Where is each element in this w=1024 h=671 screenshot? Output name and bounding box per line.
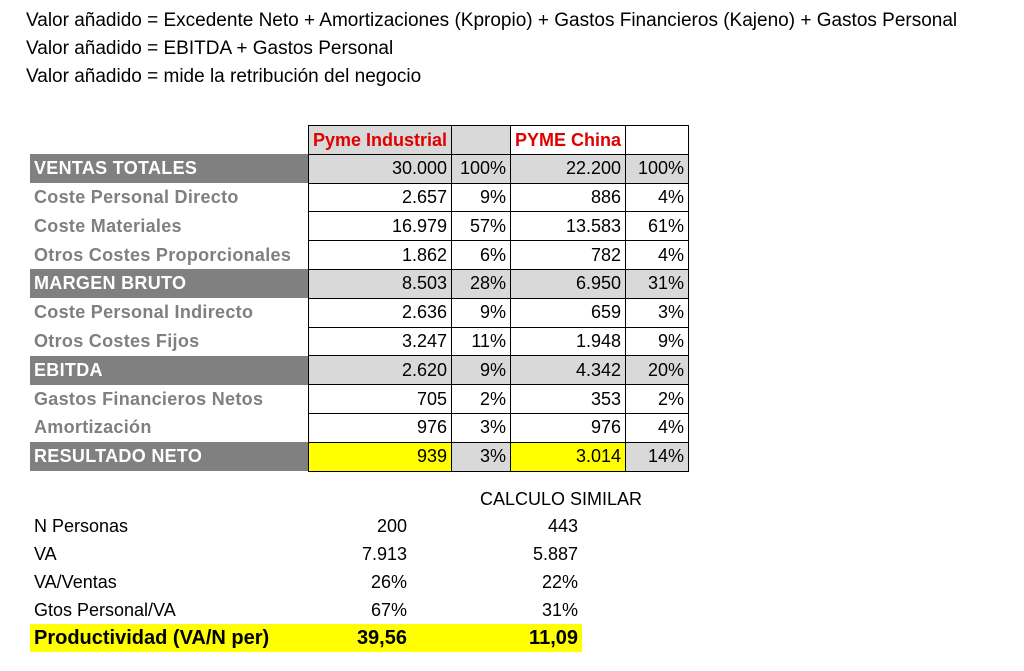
value-industrial: 2.657 xyxy=(309,183,452,212)
formula-line-2: Valor añadido = EBITDA + Gastos Personal xyxy=(26,38,394,59)
kpi-spacer xyxy=(411,513,469,541)
pct-china: 3% xyxy=(626,298,689,327)
kpi-label: VA xyxy=(34,544,57,565)
value-china: 6.950 xyxy=(511,269,626,298)
row-label: Amortización xyxy=(34,417,152,438)
row-label: Coste Personal Indirecto xyxy=(34,302,254,323)
table-row xyxy=(30,596,582,624)
value-china: 659 xyxy=(511,298,626,327)
income-statement-table xyxy=(30,125,689,472)
pct-industrial: 3% xyxy=(452,442,511,471)
table-row xyxy=(30,513,582,541)
value-china: 22.200 xyxy=(511,154,626,183)
kpi-spacer xyxy=(411,541,469,569)
pct-industrial: 6% xyxy=(452,241,511,270)
pct-industrial: 9% xyxy=(452,298,511,327)
kpi-label: N Personas xyxy=(34,516,129,537)
value-industrial: 1.862 xyxy=(309,241,452,270)
table-row xyxy=(30,356,689,385)
row-label: VENTAS TOTALES xyxy=(30,154,309,183)
header-empty xyxy=(30,126,309,155)
value-china: 13.583 xyxy=(511,212,626,241)
value-china: 353 xyxy=(511,385,626,414)
kpi-label: Gtos Personal/VA xyxy=(34,599,176,620)
calculo-similar-label: CALCULO SIMILAR xyxy=(480,489,643,509)
kpi-spacer xyxy=(411,624,469,652)
value-china: 1.948 xyxy=(511,327,626,356)
table-row xyxy=(30,442,689,471)
value-industrial: 2.636 xyxy=(309,298,452,327)
table-row xyxy=(30,298,689,327)
table-header-row xyxy=(30,126,689,155)
row-label: EBITDA xyxy=(30,356,309,385)
table-row xyxy=(30,183,689,212)
kpi-table xyxy=(30,513,582,652)
pct-industrial: 57% xyxy=(452,212,511,241)
pct-industrial: 9% xyxy=(452,183,511,212)
value-industrial: 976 xyxy=(309,413,452,442)
kpi-value-china: 11,09 xyxy=(469,624,582,652)
kpi-value-china: 22% xyxy=(541,571,578,592)
pct-china: 9% xyxy=(626,327,689,356)
pct-industrial: 3% xyxy=(452,413,511,442)
pct-industrial: 28% xyxy=(452,269,511,298)
table-row xyxy=(30,212,689,241)
formula-line-3: Valor añadido = mide la retribución del negocio xyxy=(26,66,422,87)
kpi-value-industrial: 67% xyxy=(370,599,407,620)
value-industrial: 8.503 xyxy=(309,269,452,298)
kpi-value-china: 443 xyxy=(547,516,578,537)
value-china: 886 xyxy=(511,183,626,212)
header-pct-2 xyxy=(626,126,689,155)
formula-line-1: Valor añadido = Excedente Neto + Amortizaciones (Kpropio) + Gastos Financieros (Kajeno) + Gastos Personal xyxy=(26,10,958,31)
value-industrial: 3.247 xyxy=(309,327,452,356)
table-row xyxy=(30,413,689,442)
pct-china: 61% xyxy=(626,212,689,241)
pct-china: 4% xyxy=(626,241,689,270)
row-label: Coste Personal Directo xyxy=(34,186,239,207)
pct-china: 4% xyxy=(626,413,689,442)
value-industrial: 939 xyxy=(309,442,452,471)
pct-industrial: 11% xyxy=(452,327,511,356)
value-industrial: 16.979 xyxy=(309,212,452,241)
pct-china: 2% xyxy=(626,385,689,414)
pct-industrial: 2% xyxy=(452,385,511,414)
kpi-value-industrial: 39,56 xyxy=(308,624,411,652)
row-label: Otros Costes Proporcionales xyxy=(34,244,292,265)
kpi-value-industrial: 200 xyxy=(376,516,407,537)
table-row xyxy=(30,154,689,183)
value-china: 3.014 xyxy=(511,442,626,471)
table-row xyxy=(30,327,689,356)
pct-industrial: 100% xyxy=(452,154,511,183)
value-china: 782 xyxy=(511,241,626,270)
table-row xyxy=(30,385,689,414)
table-row xyxy=(30,541,582,569)
value-industrial: 30.000 xyxy=(309,154,452,183)
value-industrial: 705 xyxy=(309,385,452,414)
kpi-label: Productividad (VA/N per) xyxy=(30,624,308,652)
pct-china: 20% xyxy=(626,356,689,385)
kpi-value-industrial: 7.913 xyxy=(361,544,407,565)
value-china: 976 xyxy=(511,413,626,442)
pct-china: 100% xyxy=(626,154,689,183)
header-pct-1 xyxy=(452,126,511,155)
pct-china: 14% xyxy=(626,442,689,471)
table-row xyxy=(30,269,689,298)
kpi-spacer xyxy=(411,569,469,597)
kpi-value-industrial: 26% xyxy=(370,571,407,592)
row-label: RESULTADO NETO xyxy=(30,442,309,471)
row-label: Gastos Financieros Netos xyxy=(34,388,264,409)
kpi-label: VA/Ventas xyxy=(34,571,117,592)
kpi-spacer xyxy=(411,596,469,624)
productivity-row xyxy=(30,624,582,652)
pct-china: 31% xyxy=(626,269,689,298)
header-pyme-industrial: Pyme Industrial xyxy=(309,126,452,155)
row-label: MARGEN BRUTO xyxy=(30,269,309,298)
header-pyme-china: PYME China xyxy=(511,126,626,155)
kpi-value-china: 31% xyxy=(541,599,578,620)
table-row xyxy=(30,569,582,597)
pct-industrial: 9% xyxy=(452,356,511,385)
value-china: 4.342 xyxy=(511,356,626,385)
value-industrial: 2.620 xyxy=(309,356,452,385)
kpi-value-china: 5.887 xyxy=(532,544,578,565)
pct-china: 4% xyxy=(626,183,689,212)
row-label: Coste Materiales xyxy=(34,215,182,236)
table-row xyxy=(30,241,689,270)
row-label: Otros Costes Fijos xyxy=(34,330,200,351)
